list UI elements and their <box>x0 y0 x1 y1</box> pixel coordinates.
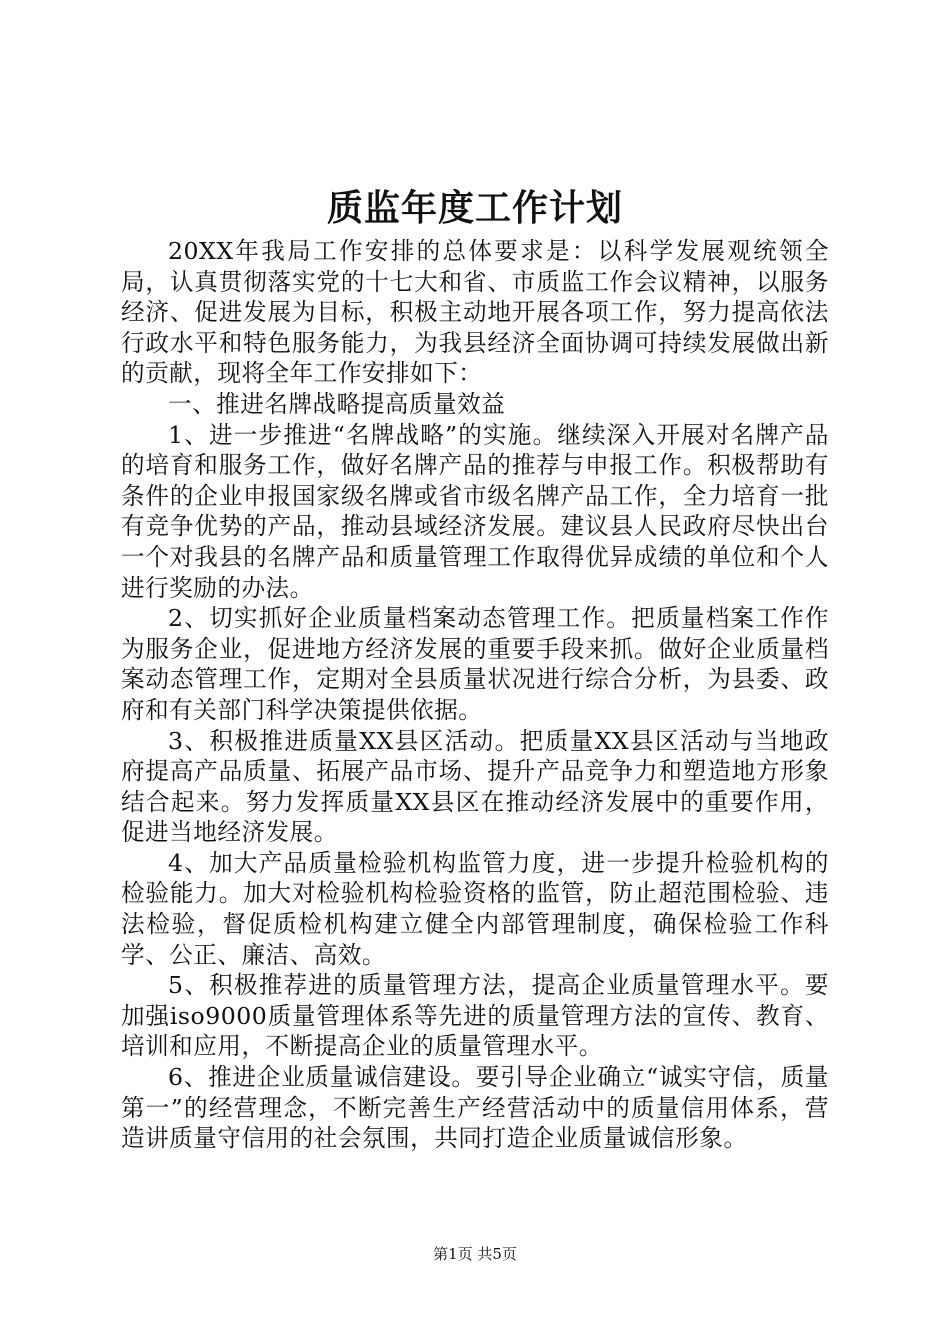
body-paragraph: 3、积极推进质量XX县区活动。把质量XX县区活动与当地政府提高产品质量、拓展产品市场、提升产品竞争力和塑造地方形象结合起来。努力发挥质量XX县区在推动经济发展中的重要作用，促进当地经济发展。 <box>121 726 829 847</box>
body-paragraph: 5、积极推荐进的质量管理方法，提高企业质量管理水平。要加强iso9000质量管理体系等先进的质量管理方法的宣传、教育、培训和应用，不断提高企业的质量管理水平。 <box>121 971 829 1061</box>
document-body <box>121 236 829 1154</box>
body-paragraph: 6、推进企业质量诚信建设。要引导企业确立“诚实守信，质量第一”的经营理念，不断完善生产经营活动中的质量信用体系，营造讲质量守信用的社会氛围，共同打造企业质量诚信形象。 <box>121 1063 829 1153</box>
intro-paragraph: 20XX年我局工作安排的总体要求是：以科学发展观统领全局，认真贯彻落实党的十七大和省、市质监工作会议精神，以服务经济、促进发展为目标，积极主动地开展各项工作，努力提高依法行政水平和特色服务能力，为我县经济全面协调可持续发展做出新的贡献，现将全年工作安排如下： <box>121 237 829 388</box>
body-paragraph: 2、切实抓好企业质量档案动态管理工作。把质量档案工作作为服务企业，促进地方经济发展的重要手段来抓。做好企业质量档案动态管理工作，定期对全县质量状况进行综合分析，为县委、政府和有关部门科学决策提供依据。 <box>121 604 829 724</box>
page-footer: 第1页 共5页 <box>433 1245 517 1263</box>
section-heading: 一、推进名牌战略提高质量效益 <box>168 389 506 418</box>
body-paragraph: 1、进一步推进“名牌战略”的实施。继续深入开展对名牌产品的培育和服务工作，做好名牌产品的推荐与申报工作。积极帮助有条件的企业申报国家级名牌或省市级名牌产品工作，全力培育一批有竞争优势的产品，推动县域经济发展。建议县人民政府尽快出台一个对我县的名牌产品和质量管理工作取得优异成绩的单位和个人进行奖励的办法。 <box>121 420 829 602</box>
document-title: 质监年度工作计划 <box>326 187 623 229</box>
body-paragraph: 4、加大产品质量检验机构监管力度，进一步提升检验机构的检验能力。加大对检验机构检验资格的监管，防止超范围检验、违法检验，督促质检机构建立健全内部管理制度，确保检验工作科学、公正、廉洁、高效。 <box>121 848 829 969</box>
